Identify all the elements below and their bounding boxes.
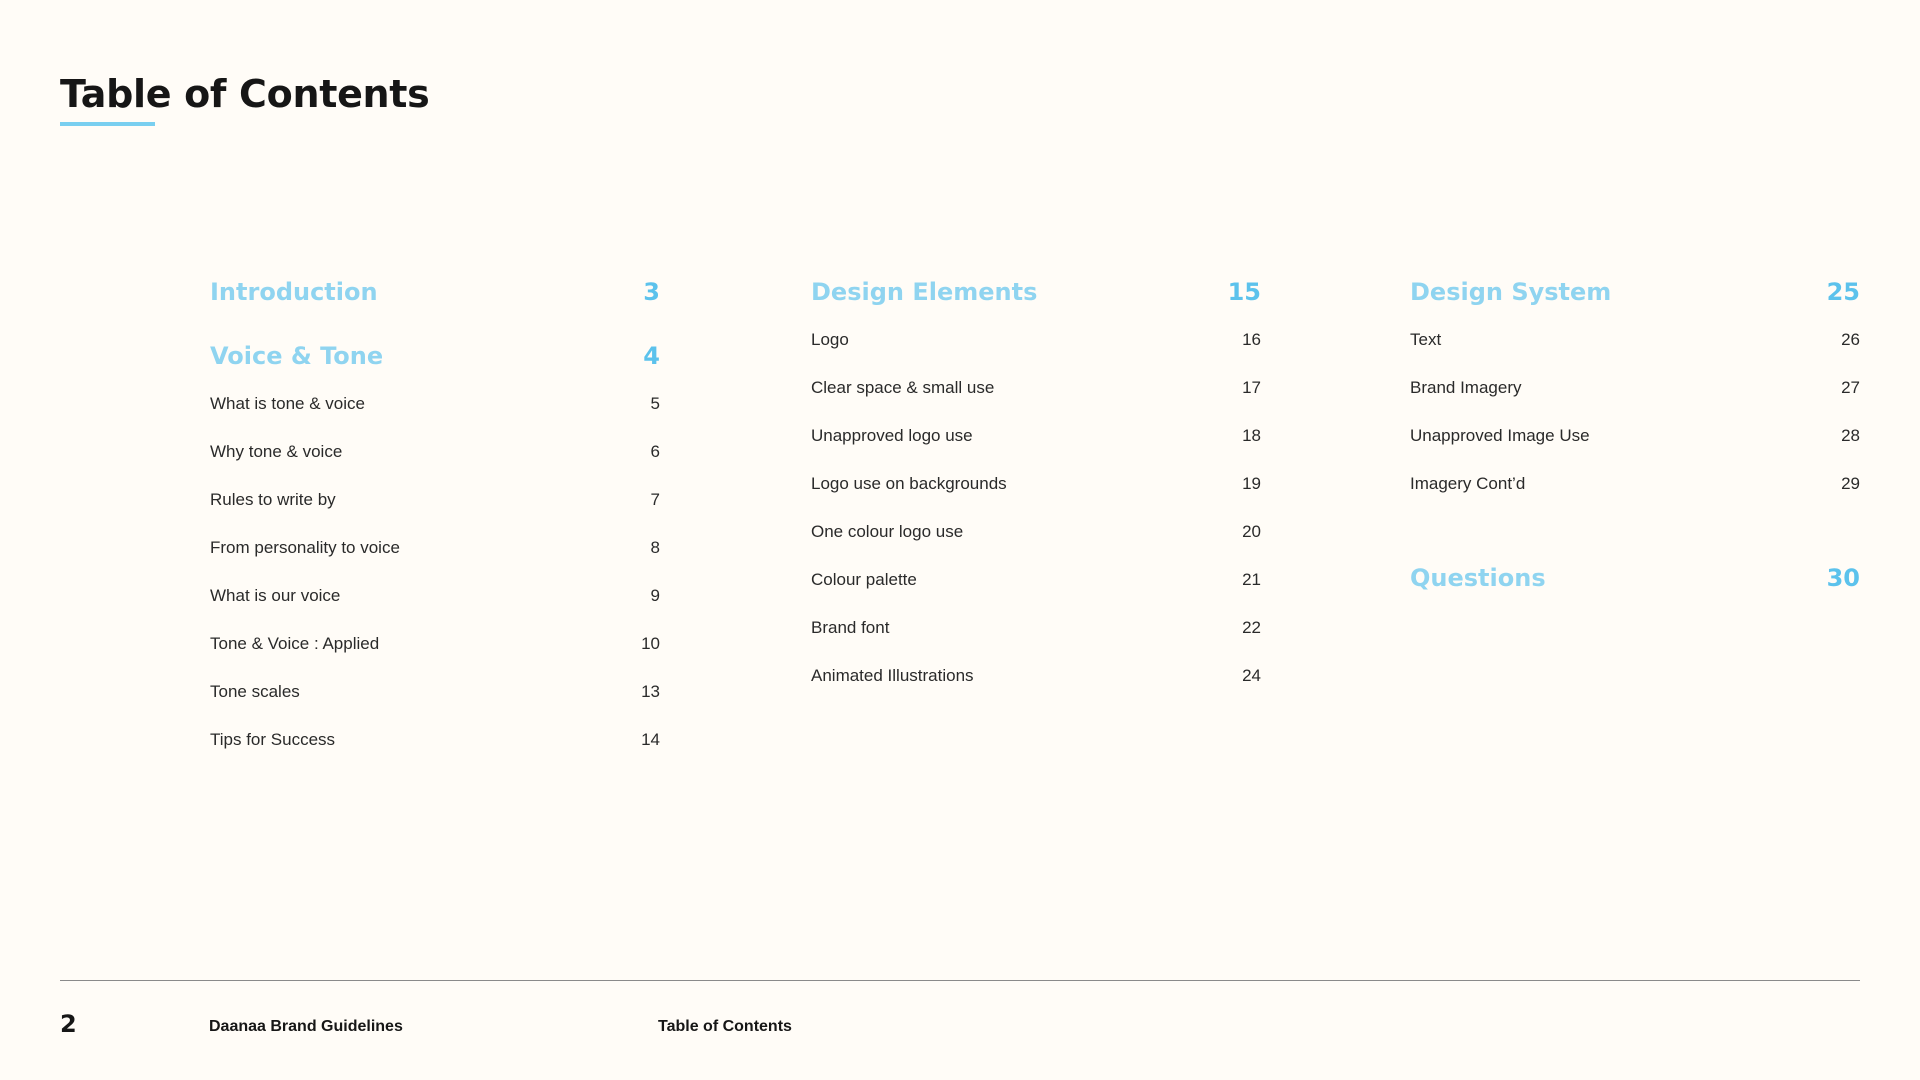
entry-page-number: 22 <box>1242 618 1261 637</box>
entry-label: Tone scales <box>210 682 300 701</box>
toc-section-voice-tone <box>210 336 660 764</box>
toc-entry[interactable] <box>1410 412 1860 460</box>
toc-entry[interactable] <box>210 476 660 524</box>
section-title: Design System <box>1410 278 1612 306</box>
toc-entry[interactable] <box>811 316 1261 364</box>
entry-page-number: 10 <box>641 634 660 653</box>
section-heading[interactable] <box>1410 558 1860 598</box>
toc-entry[interactable] <box>811 604 1261 652</box>
toc-column-3 <box>1410 272 1860 598</box>
entry-page-number: 5 <box>650 394 660 413</box>
toc-section-questions <box>1410 558 1860 598</box>
entry-label: Logo <box>811 330 849 349</box>
footer-brand-name: Daanaa Brand Guidelines <box>209 1018 403 1035</box>
entry-label: Brand font <box>811 618 890 637</box>
toc-entry[interactable] <box>1410 364 1860 412</box>
section-title: Introduction <box>210 278 378 306</box>
section-title: Voice & Tone <box>210 342 384 370</box>
toc-entry[interactable] <box>811 460 1261 508</box>
entry-label: What is our voice <box>210 586 341 605</box>
toc-entry[interactable] <box>210 668 660 716</box>
entry-page-number: 24 <box>1242 666 1261 685</box>
toc-entry[interactable] <box>811 556 1261 604</box>
toc-entry[interactable] <box>210 620 660 668</box>
entry-page-number: 8 <box>650 538 660 557</box>
toc-entry[interactable] <box>210 380 660 428</box>
section-page-number: 3 <box>643 278 660 306</box>
entry-page-number: 29 <box>1841 474 1860 493</box>
section-heading[interactable] <box>811 272 1261 312</box>
toc-entry[interactable] <box>1410 316 1860 364</box>
toc-entry[interactable] <box>811 652 1261 700</box>
entry-page-number: 27 <box>1841 378 1860 397</box>
entry-label: Unapproved Image Use <box>1410 426 1590 445</box>
entry-page-number: 26 <box>1841 330 1860 349</box>
entry-label: One colour logo use <box>811 522 964 541</box>
section-page-number: 4 <box>643 342 660 370</box>
entry-label: Unapproved logo use <box>811 426 973 445</box>
entry-label: Logo use on backgrounds <box>811 474 1007 493</box>
section-page-number: 15 <box>1227 278 1261 306</box>
entry-label: Why tone & voice <box>210 442 343 461</box>
entry-page-number: 9 <box>650 586 660 605</box>
entry-page-number: 13 <box>641 682 660 701</box>
toc-section-introduction <box>210 272 660 312</box>
toc-section-design-system <box>1410 272 1860 508</box>
entry-label: From personality to voice <box>210 538 400 557</box>
entry-page-number: 19 <box>1242 474 1261 493</box>
toc-entry[interactable] <box>210 716 660 764</box>
toc-entry[interactable] <box>210 524 660 572</box>
section-heading[interactable] <box>210 272 660 312</box>
entry-page-number: 16 <box>1242 330 1261 349</box>
toc-entry[interactable] <box>1410 460 1860 508</box>
toc-entry[interactable] <box>210 428 660 476</box>
toc-entry[interactable] <box>811 508 1261 556</box>
section-title: Questions <box>1410 564 1546 592</box>
entry-label: Imagery Cont’d <box>1410 474 1526 493</box>
toc-entry[interactable] <box>210 572 660 620</box>
entry-label: Rules to write by <box>210 490 336 509</box>
entry-label: Animated Illustrations <box>811 666 974 685</box>
section-page-number: 25 <box>1826 278 1860 306</box>
toc-entry[interactable] <box>811 364 1261 412</box>
section-heading[interactable] <box>210 336 660 376</box>
page-title: Table of Contents <box>60 72 430 116</box>
entry-page-number: 18 <box>1242 426 1261 445</box>
entry-label: Clear space & small use <box>811 378 995 397</box>
footer-page-number: 2 <box>60 1010 77 1038</box>
entry-page-number: 14 <box>641 730 660 749</box>
entry-label: Tone & Voice : Applied <box>210 634 380 653</box>
footer-section-name: Table of Contents <box>658 1018 792 1035</box>
toc-section-design-elements <box>811 272 1261 700</box>
entry-label: Brand Imagery <box>1410 378 1522 397</box>
title-underline <box>60 122 155 126</box>
section-title: Design Elements <box>811 278 1038 306</box>
toc-entry-list <box>1410 316 1860 508</box>
toc-column-2 <box>811 272 1261 700</box>
entry-label: Colour palette <box>811 570 917 589</box>
entry-label: Text <box>1410 330 1442 349</box>
footer-divider <box>60 980 1860 981</box>
entry-page-number: 21 <box>1242 570 1261 589</box>
entry-page-number: 7 <box>650 490 660 509</box>
section-heading[interactable] <box>1410 272 1860 312</box>
section-page-number: 30 <box>1826 564 1860 592</box>
entry-page-number: 20 <box>1242 522 1261 541</box>
toc-entry-list <box>811 316 1261 700</box>
entry-page-number: 6 <box>650 442 660 461</box>
toc-entry[interactable] <box>811 412 1261 460</box>
entry-page-number: 28 <box>1841 426 1860 445</box>
toc-entry-list <box>210 380 660 764</box>
entry-page-number: 17 <box>1242 378 1261 397</box>
entry-label: Tips for Success <box>210 730 336 749</box>
toc-column-1 <box>210 272 660 764</box>
entry-label: What is tone & voice <box>210 394 365 413</box>
